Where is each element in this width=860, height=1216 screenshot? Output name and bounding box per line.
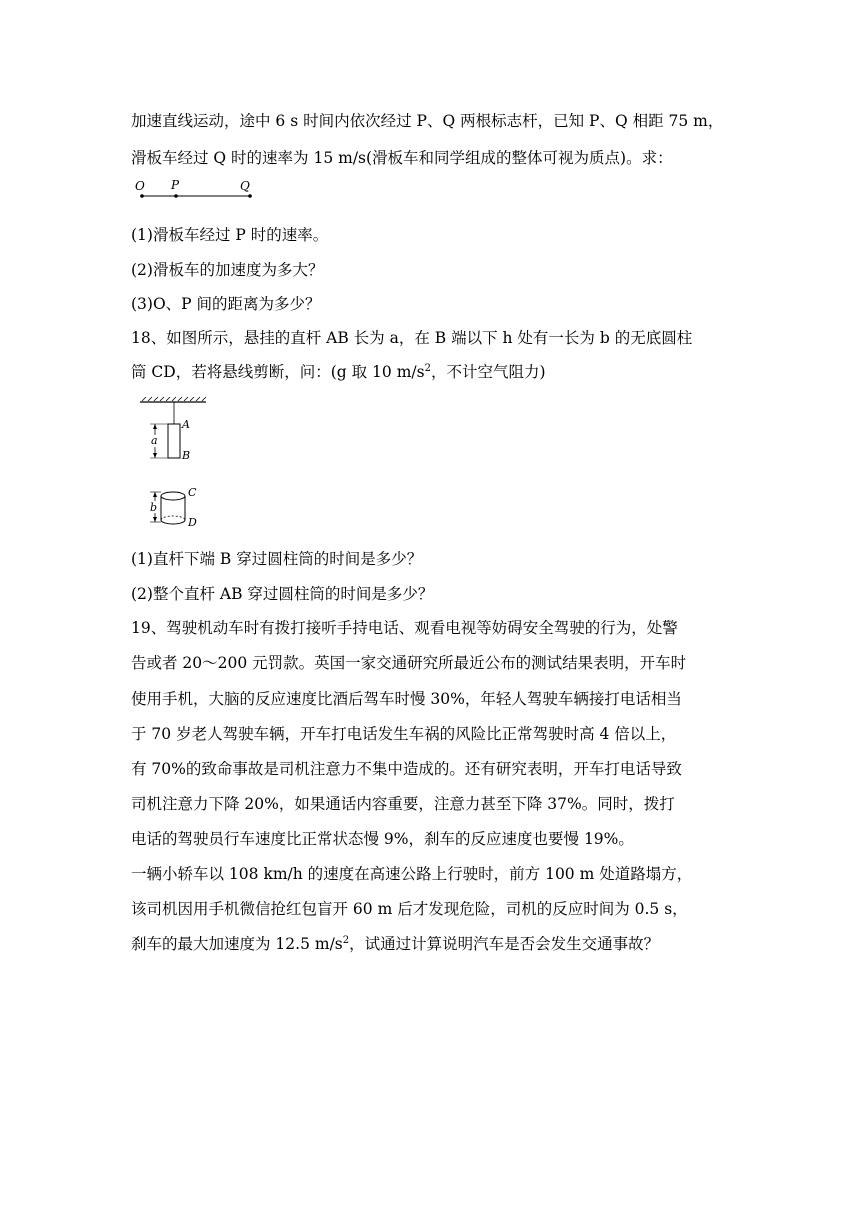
cylinder-bottom-back: [161, 516, 185, 520]
q18-text-line-2: [131, 362, 546, 382]
ceiling-hatching: [142, 397, 206, 401]
point-p-dot: [174, 194, 178, 198]
q19-line10-superscript: 2: [342, 934, 350, 946]
q18-line2-superscript: 2: [424, 362, 431, 374]
q18-sub-1: (1)直杆下端 B 穿过圆柱筒的时间是多少？: [131, 550, 423, 568]
q17-text-line-2: 滑板车经过 Q 时的速率为 15 m/s(滑板车和同学组成的整体可视为质点)。求：: [131, 149, 673, 167]
dimension-b-arrow-up: [153, 492, 157, 497]
label-d: D: [188, 516, 197, 529]
q19-line10-text-end: ，试通过计算说明汽车是否会发生交通事故？: [349, 935, 660, 953]
q17-sub-3: (3)O、P 间的距离为多少？: [131, 295, 321, 313]
q17-text-line-1: 加速直线运动，途中 6 s 时间内依次经过 P、Q 两根标志杆，已知 P、Q 相距 75 m，: [131, 112, 724, 130]
q19-text-line-3: 使用手机，大脑的反应速度比酒后驾车时慢 30%，年轻人驾驶车辆接打电话相当: [131, 690, 682, 708]
dimension-a-arrow-up: [153, 424, 157, 429]
label-len-b: b: [150, 501, 158, 514]
q19-text-line-2: 告或者 20～200 元罚款。英国一家交通研究所最近公布的测试结果表明，开车时: [131, 654, 687, 672]
q18-line2-text: 筒 CD，若将悬线剪断，问：(g 取 10 m/s: [131, 363, 425, 381]
q17-sub-1: (1)滑板车经过 P 时的速率。: [131, 226, 329, 244]
point-o-dot: [140, 194, 144, 198]
q19-text-line-7: 电话的驾驶员行车速度比正常状态慢 9%，刹车的反应速度也要慢 19%。: [131, 830, 634, 848]
cylinder-top-ellipse: [161, 492, 185, 500]
q19-text-line-1: 19、驾驶机动车时有拨打接听手持电话、观看电视等妨碍安全驾驶的行为，处警: [131, 619, 678, 637]
label-c: C: [188, 486, 197, 499]
label-o: O: [135, 179, 145, 193]
label-q: Q: [240, 179, 250, 193]
cylinder-bottom-front: [161, 520, 185, 524]
q17-sub-2: (2)滑板车的加速度为多大？: [131, 261, 324, 279]
q18-line2-text-end: ，不计空气阻力): [430, 363, 546, 381]
q19-text-line-4: 于 70 岁老人驾驶车辆，开车打电话发生车祸的风险比正常驾驶时高 4 倍以上，: [131, 725, 677, 743]
q19-text-line-10: [131, 934, 659, 954]
label-p: P: [171, 178, 180, 192]
q19-text-line-6: 司机注意力下降 20%，如果通话内容重要，注意力甚至下降 37%。同时，拨打: [131, 795, 675, 813]
q19-text-line-9: 该司机因用手机微信抢红包盲开 60 m 后才发现危险，司机的反应时间为 0.5 s，: [131, 900, 688, 918]
label-b: B: [182, 449, 191, 462]
q18-rod-cylinder-diagram: [136, 392, 216, 532]
dimension-b-arrow-down: [153, 517, 157, 522]
q18-sub-2: (2)整个直杆 AB 穿过圆柱筒的时间是多少？: [131, 585, 434, 603]
dimension-a-arrow-down: [153, 453, 157, 458]
rod-ab: [168, 424, 180, 458]
point-q-dot: [248, 194, 252, 198]
q17-opq-diagram: [132, 177, 262, 203]
q19-text-line-5: 有 70%的致命事故是司机注意力不集中造成的。还有研究表明，开车打电话导致: [131, 760, 682, 778]
q19-line10-text: 刹车的最大加速度为 12.5 m/s: [131, 935, 343, 953]
q19-text-line-8: 一辆小轿车以 108 km/h 的速度在高速公路上行驶时，前方 100 m 处道路塌方，: [131, 865, 693, 883]
label-a: A: [182, 418, 190, 431]
label-len-a: a: [151, 434, 158, 447]
q18-text-line-1: 18、如图所示，悬挂的直杆 AB 长为 a，在 B 端以下 h 处有一长为 b 的无底圆柱: [131, 329, 693, 347]
